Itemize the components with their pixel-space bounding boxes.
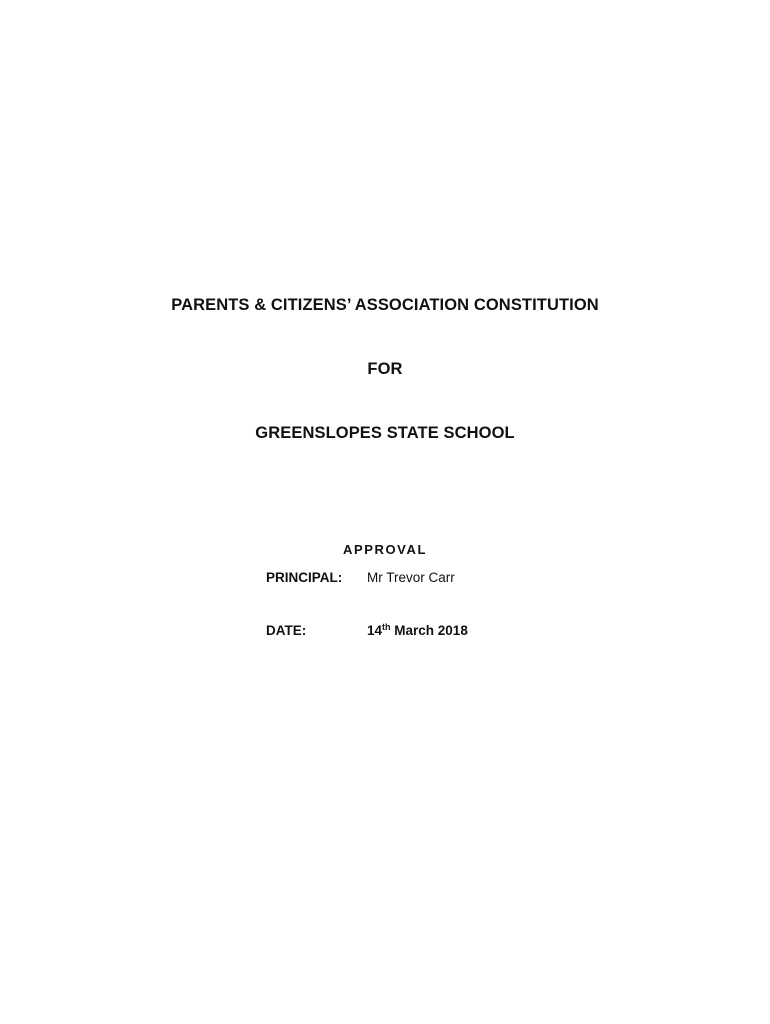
school-name: GREENSLOPES STATE SCHOOL bbox=[255, 424, 515, 442]
for-line: FOR bbox=[367, 360, 403, 378]
date-day: 14 bbox=[367, 623, 383, 638]
date-ordinal-suffix: th bbox=[382, 622, 391, 632]
date-value bbox=[367, 623, 468, 638]
date-month-year: March 2018 bbox=[390, 623, 468, 638]
principal-value: Mr Trevor Carr bbox=[367, 570, 455, 585]
principal-label: PRINCIPAL: bbox=[266, 570, 343, 585]
document-title: PARENTS & CITIZENS’ ASSOCIATION CONSTITUTION bbox=[171, 296, 599, 314]
approval-heading: APPROVAL bbox=[342, 542, 428, 557]
date-label: DATE: bbox=[266, 623, 307, 638]
